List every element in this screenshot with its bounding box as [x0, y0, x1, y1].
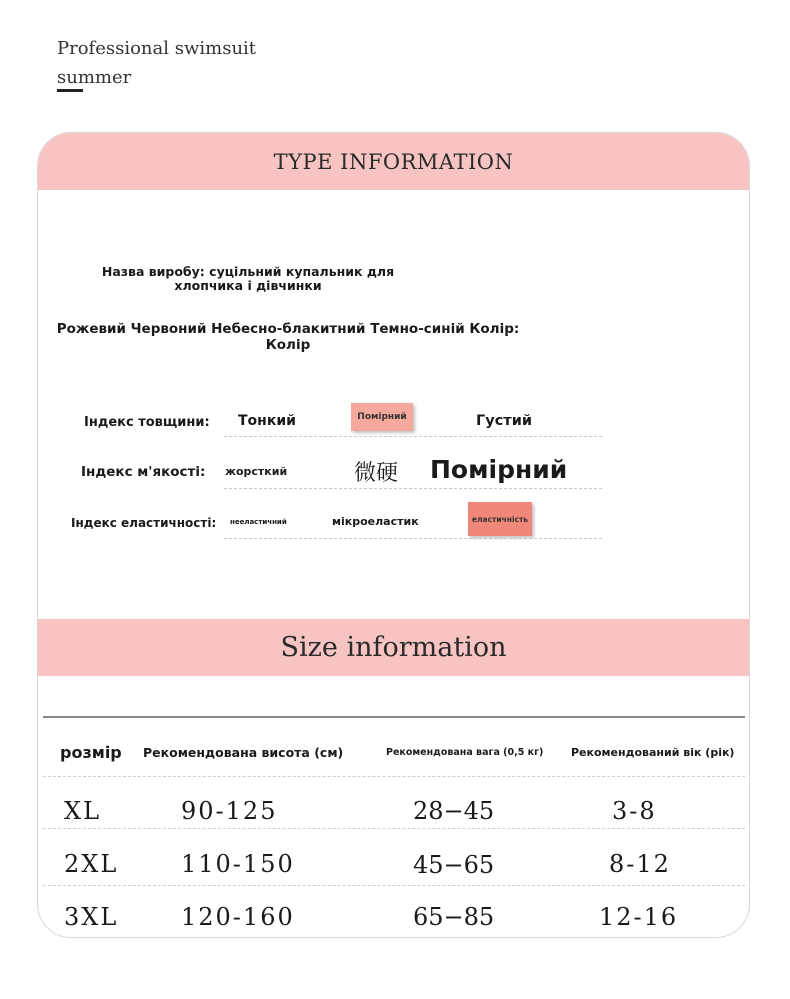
brand-text — [57, 34, 256, 92]
size-cell: 2XL — [64, 850, 119, 878]
size-table-divider — [43, 776, 745, 777]
thickness-divider — [224, 436, 602, 437]
brand-line-1: Professional swimsuit — [57, 38, 257, 59]
elasticity-option-micro: мікроеластик — [332, 515, 419, 528]
height-cell: 120-160 — [181, 903, 295, 931]
softness-label: Індекс м'якості: — [81, 464, 206, 480]
thickness-option-moderate-selected: Помірний — [351, 403, 413, 431]
thickness-option-thin: Тонкий — [238, 413, 296, 429]
weight-cell: 28−45 — [413, 797, 495, 825]
size-table-top-border — [43, 716, 745, 718]
age-cell: 8-12 — [609, 850, 671, 878]
softness-option-moderate-selected: Помірний — [430, 455, 568, 484]
elasticity-option-elastic-selected: еластичність — [468, 502, 532, 536]
size-header-weight: Рекомендована вага (0,5 кг) — [386, 747, 544, 758]
softness-option-hard: жорсткий — [225, 465, 288, 478]
product-color: Рожевий Червоний Небесно-блакитний Темно-синій Колір: Колір — [56, 321, 520, 353]
softness-divider — [224, 488, 602, 489]
weight-cell: 45−65 — [413, 851, 495, 879]
product-name: Назва виробу: суцільний купальник для хлопчика і дівчинки — [101, 264, 395, 293]
size-table-divider — [43, 885, 745, 886]
brand-underline — [57, 89, 83, 92]
info-card — [37, 132, 750, 938]
weight-cell: 65−85 — [413, 903, 495, 931]
brand-line-2: summer — [57, 67, 132, 88]
age-cell: 12-16 — [599, 903, 679, 931]
size-header-size: розмір — [60, 743, 122, 762]
softness-option-slightly-hard: 微硬 — [354, 461, 399, 486]
size-cell: XL — [64, 797, 102, 825]
thickness-label: Індекс товщини: — [84, 415, 210, 430]
elasticity-option-inelastic: нееластичний — [230, 518, 287, 526]
size-header-height: Рекомендована висота (см) — [143, 745, 344, 760]
elasticity-label: Індекс еластичності: — [71, 516, 217, 530]
size-info-header: Size information — [38, 619, 749, 676]
height-cell: 110-150 — [181, 850, 295, 878]
type-info-header: TYPE INFORMATION — [38, 133, 749, 190]
size-cell: 3XL — [64, 903, 119, 931]
thickness-option-thick: Густий — [476, 413, 533, 429]
size-table-divider — [43, 828, 745, 829]
elasticity-divider — [224, 538, 602, 539]
height-cell: 90-125 — [181, 797, 278, 825]
size-header-age: Рекомендований вік (рік) — [571, 746, 735, 759]
age-cell: 3-8 — [612, 797, 657, 825]
